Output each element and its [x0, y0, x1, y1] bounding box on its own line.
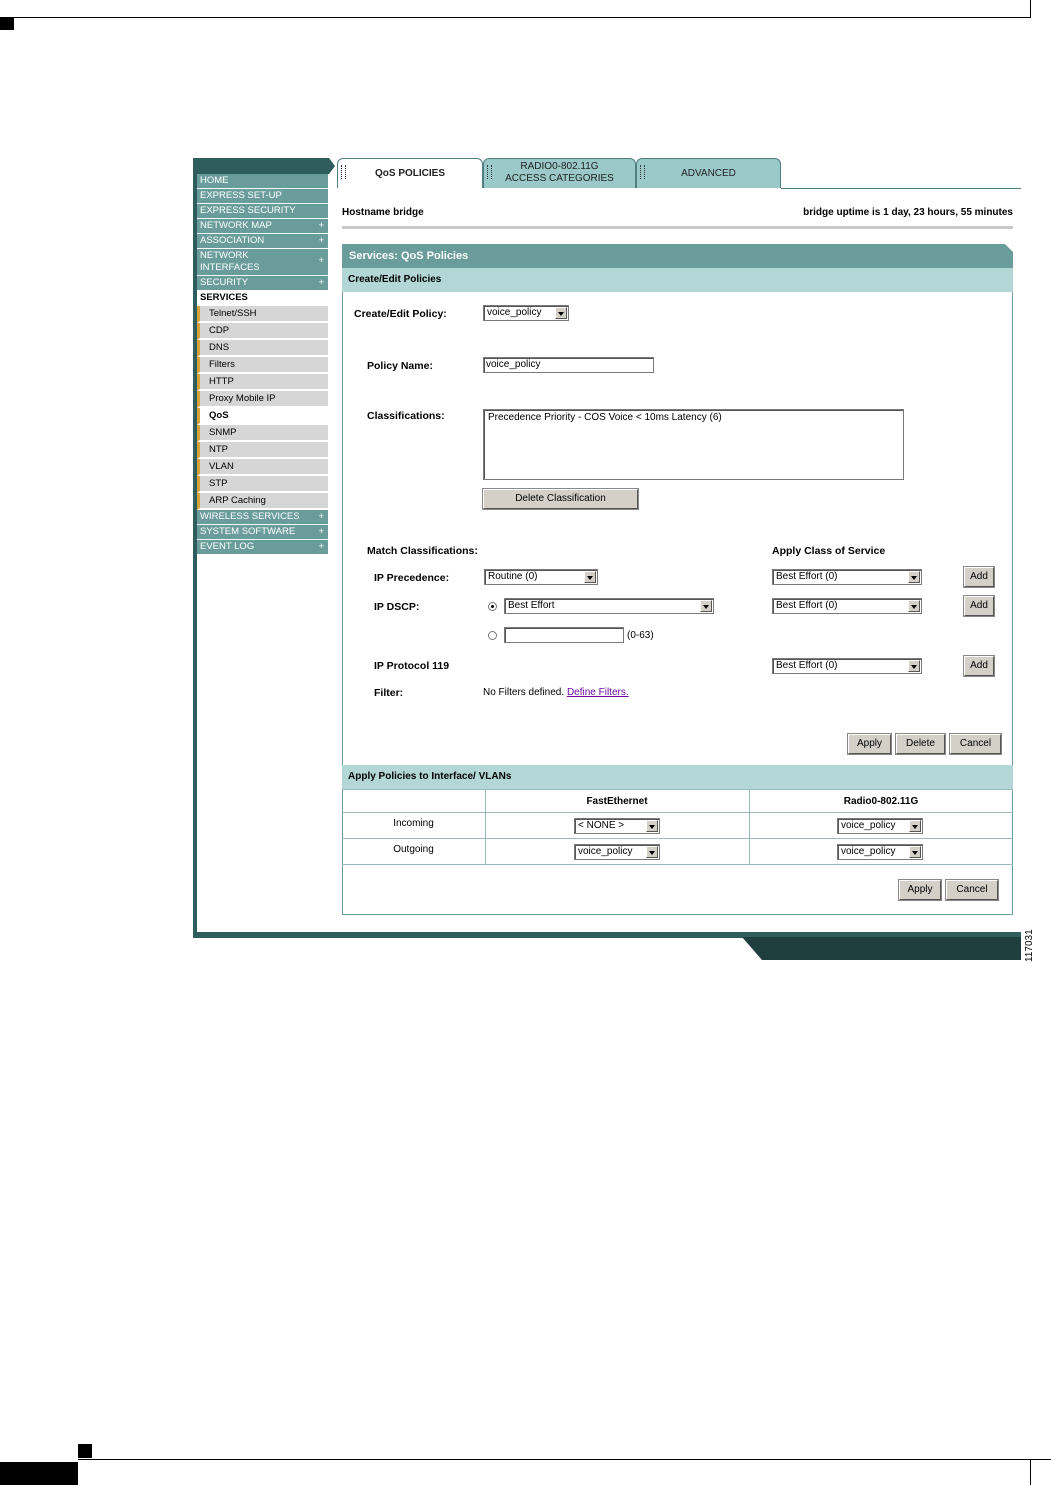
incoming-radio-select[interactable]: [837, 818, 923, 834]
nav-sub-filters[interactable]: Filters: [197, 357, 328, 374]
nav-item-network-map[interactable]: [197, 219, 328, 234]
row-label-incoming: Incoming: [393, 818, 434, 829]
table-rule: [342, 789, 1013, 790]
page-bottom-rule: [78, 1459, 1051, 1460]
hostname-label: Hostname: [342, 207, 391, 218]
page-top-rule: [0, 17, 1031, 18]
chevron-down-icon[interactable]: [700, 600, 712, 612]
nav-sub-arp-caching[interactable]: ARP Caching: [197, 493, 328, 510]
apply-cos-label: Apply Class of Service: [772, 545, 886, 557]
page-corner-mark: [0, 18, 14, 30]
table-rule: [342, 864, 1013, 865]
chevron-down-icon[interactable]: [909, 846, 921, 858]
uptime-text: bridge uptime is 1 day, 23 hours, 55 minutes: [803, 207, 1013, 218]
cos-precedence-select[interactable]: [772, 569, 922, 585]
tab-radio-access-categories[interactable]: [483, 158, 636, 188]
page-top-rule-edge: [1030, 0, 1031, 18]
apply-policies-section-head: Apply Policies to Interface/ VLANs: [342, 765, 1013, 789]
nav-sub-proxy-mobile-ip[interactable]: Proxy Mobile IP: [197, 391, 328, 408]
tab-qos-policies[interactable]: [337, 158, 483, 188]
cos-dscp-select[interactable]: [772, 598, 922, 614]
nav-item-label: NETWORK MAP: [200, 220, 272, 231]
nav-item-security[interactable]: [197, 276, 328, 291]
chevron-down-icon[interactable]: [908, 600, 920, 612]
select-value: Routine (0): [488, 571, 538, 582]
ip-precedence-select[interactable]: [484, 569, 598, 585]
dscp-named-radio[interactable]: [488, 602, 497, 611]
select-value: Best Effort (0): [776, 660, 838, 671]
outgoing-radio-select[interactable]: [837, 844, 923, 860]
nav-item-label: ASSOCIATION: [200, 235, 265, 246]
nav-item-label: EXPRESS SECURITY: [200, 205, 296, 216]
apply-button[interactable]: Apply: [848, 734, 891, 754]
host-line: [342, 207, 1013, 218]
nav-item-express-security[interactable]: [197, 204, 328, 219]
tab-label: ADVANCED: [681, 168, 736, 179]
filter-text: [483, 687, 629, 698]
nav-top-strip: [193, 158, 329, 174]
chevron-down-icon[interactable]: [646, 820, 658, 832]
tab-label-line1: RADIO0-802.11G: [520, 161, 599, 172]
host-rule: [342, 226, 1013, 229]
nav-item-label: HOME: [200, 175, 229, 186]
table-rule: [342, 838, 1013, 839]
nav-sub-telnet-ssh[interactable]: Telnet/SSH: [197, 306, 328, 323]
nav-sub-qos[interactable]: QoS: [197, 408, 328, 425]
expand-plus-icon[interactable]: +: [318, 526, 324, 537]
nav-sub-cdp[interactable]: CDP: [197, 323, 328, 340]
delete-button[interactable]: Delete: [896, 734, 945, 754]
nav-item-network-interfaces[interactable]: [197, 249, 328, 276]
nav-item-home[interactable]: [197, 174, 328, 189]
ip-protocol-label: IP Protocol 119: [374, 660, 450, 672]
define-filters-link[interactable]: Define Filters.: [566, 687, 629, 698]
nav-item-label: EVENT LOG: [200, 541, 255, 552]
ip-dscp-label: IP DSCP:: [374, 601, 420, 613]
select-value: Best Effort (0): [776, 600, 838, 611]
nav-sub-dns[interactable]: DNS: [197, 340, 328, 357]
nav-item-association[interactable]: [197, 234, 328, 249]
expand-plus-icon[interactable]: +: [318, 235, 324, 246]
nav-sub-vlan[interactable]: VLAN: [197, 459, 328, 476]
left-nav: [197, 174, 328, 555]
cos-protocol-select[interactable]: [772, 658, 922, 674]
select-value: voice_policy: [487, 307, 542, 318]
tab-label-line2: ACCESS CATEGORIES: [505, 173, 614, 184]
filter-label: Filter:: [374, 687, 404, 699]
nav-item-label: SECURITY: [200, 277, 249, 288]
cancel-interfaces-button[interactable]: Cancel: [946, 880, 998, 900]
chevron-down-icon[interactable]: [584, 571, 596, 583]
cancel-button[interactable]: Cancel: [950, 734, 1001, 754]
nav-sub-http[interactable]: HTTP: [197, 374, 328, 391]
nav-sub-snmp[interactable]: SNMP: [197, 425, 328, 442]
apply-interfaces-button[interactable]: Apply: [899, 880, 941, 900]
tab-grip-icon: [341, 165, 346, 179]
select-value: voice_policy: [841, 820, 896, 831]
page-corner-mark-bottom: [78, 1444, 92, 1458]
create-edit-policy-select[interactable]: [483, 305, 569, 321]
nav-item-system-software[interactable]: [197, 525, 328, 540]
select-value: voice_policy: [578, 846, 633, 857]
dscp-numeric-input[interactable]: [504, 627, 624, 643]
page-bottom-rule-edge: [1030, 1459, 1031, 1485]
add-protocol-button[interactable]: Add: [964, 656, 994, 676]
dscp-range-hint: (0-63): [627, 630, 654, 641]
chevron-down-icon[interactable]: [908, 660, 920, 672]
select-value: Best Effort (0): [776, 571, 838, 582]
outgoing-fastethernet-select[interactable]: [574, 844, 660, 860]
tab-grip-icon: [487, 165, 492, 179]
expand-plus-icon[interactable]: +: [318, 220, 324, 231]
panel-title: Services: QoS Policies: [342, 244, 1013, 268]
table-rule: [342, 812, 1013, 813]
tab-advanced[interactable]: [636, 158, 781, 188]
dscp-numeric-radio[interactable]: [488, 631, 497, 640]
figure-id: [1024, 918, 1038, 968]
select-value: voice_policy: [841, 846, 896, 857]
nav-item-express-setup[interactable]: [197, 189, 328, 204]
page-bottom-tab: [0, 1462, 78, 1485]
delete-classification-button[interactable]: Delete Classification: [483, 489, 638, 509]
policy-name-label: Policy Name:: [367, 360, 433, 372]
ip-dscp-select[interactable]: [504, 598, 714, 614]
match-classifications-label: Match Classifications:: [367, 545, 478, 557]
create-edit-section-head: Create/Edit Policies: [342, 268, 1013, 292]
nav-item-label: SERVICES: [200, 292, 248, 303]
add-dscp-button[interactable]: Add: [964, 596, 994, 616]
nav-sub-stp[interactable]: STP: [197, 476, 328, 493]
chevron-down-icon[interactable]: [646, 846, 658, 858]
chevron-down-icon[interactable]: [908, 571, 920, 583]
hostname-value: bridge: [393, 207, 424, 218]
figure-id-text: 117031: [1024, 929, 1035, 962]
expand-plus-icon[interactable]: +: [318, 541, 324, 552]
nav-item-label: EXPRESS SET-UP: [200, 190, 282, 201]
ip-precedence-label: IP Precedence:: [374, 572, 450, 584]
column-header-fastethernet: FastEthernet: [586, 796, 648, 807]
nav-item-label: NETWORK INTERFACES: [200, 250, 260, 273]
nav-item-wireless-services[interactable]: [197, 510, 328, 525]
nav-item-label: SYSTEM SOFTWARE: [200, 526, 296, 537]
nav-sub-ntp[interactable]: NTP: [197, 442, 328, 459]
classifications-label: Classifications:: [367, 410, 445, 422]
no-filters-text: No Filters defined.: [483, 687, 565, 698]
chevron-down-icon[interactable]: [555, 307, 567, 319]
nav-item-event-log[interactable]: [197, 540, 328, 555]
select-value: < NONE >: [578, 820, 625, 831]
nav-item-services[interactable]: [197, 291, 328, 306]
chevron-down-icon[interactable]: [909, 820, 921, 832]
classifications-list[interactable]: Precedence Priority - COS Voice < 10ms Latency (6): [483, 409, 904, 480]
tab-label: QoS POLICIES: [374, 168, 445, 179]
incoming-fastethernet-select[interactable]: [574, 818, 660, 834]
row-label-outgoing: Outgoing: [393, 844, 434, 855]
nav-item-label: WIRELESS SERVICES: [200, 511, 300, 522]
expand-plus-icon[interactable]: +: [318, 511, 324, 522]
create-edit-policy-label: Create/Edit Policy:: [354, 308, 447, 320]
tab-grip-icon: [640, 165, 645, 179]
add-precedence-button[interactable]: Add: [964, 567, 994, 587]
tab-baseline: [781, 188, 1021, 189]
column-header-radio: Radio0-802.11G: [843, 796, 919, 807]
expand-plus-icon[interactable]: +: [318, 277, 324, 288]
policy-name-input[interactable]: voice_policy: [483, 357, 654, 373]
select-value: Best Effort: [508, 600, 555, 611]
frame-bottom-slab: [762, 937, 1021, 960]
expand-plus-icon[interactable]: +: [318, 255, 324, 266]
